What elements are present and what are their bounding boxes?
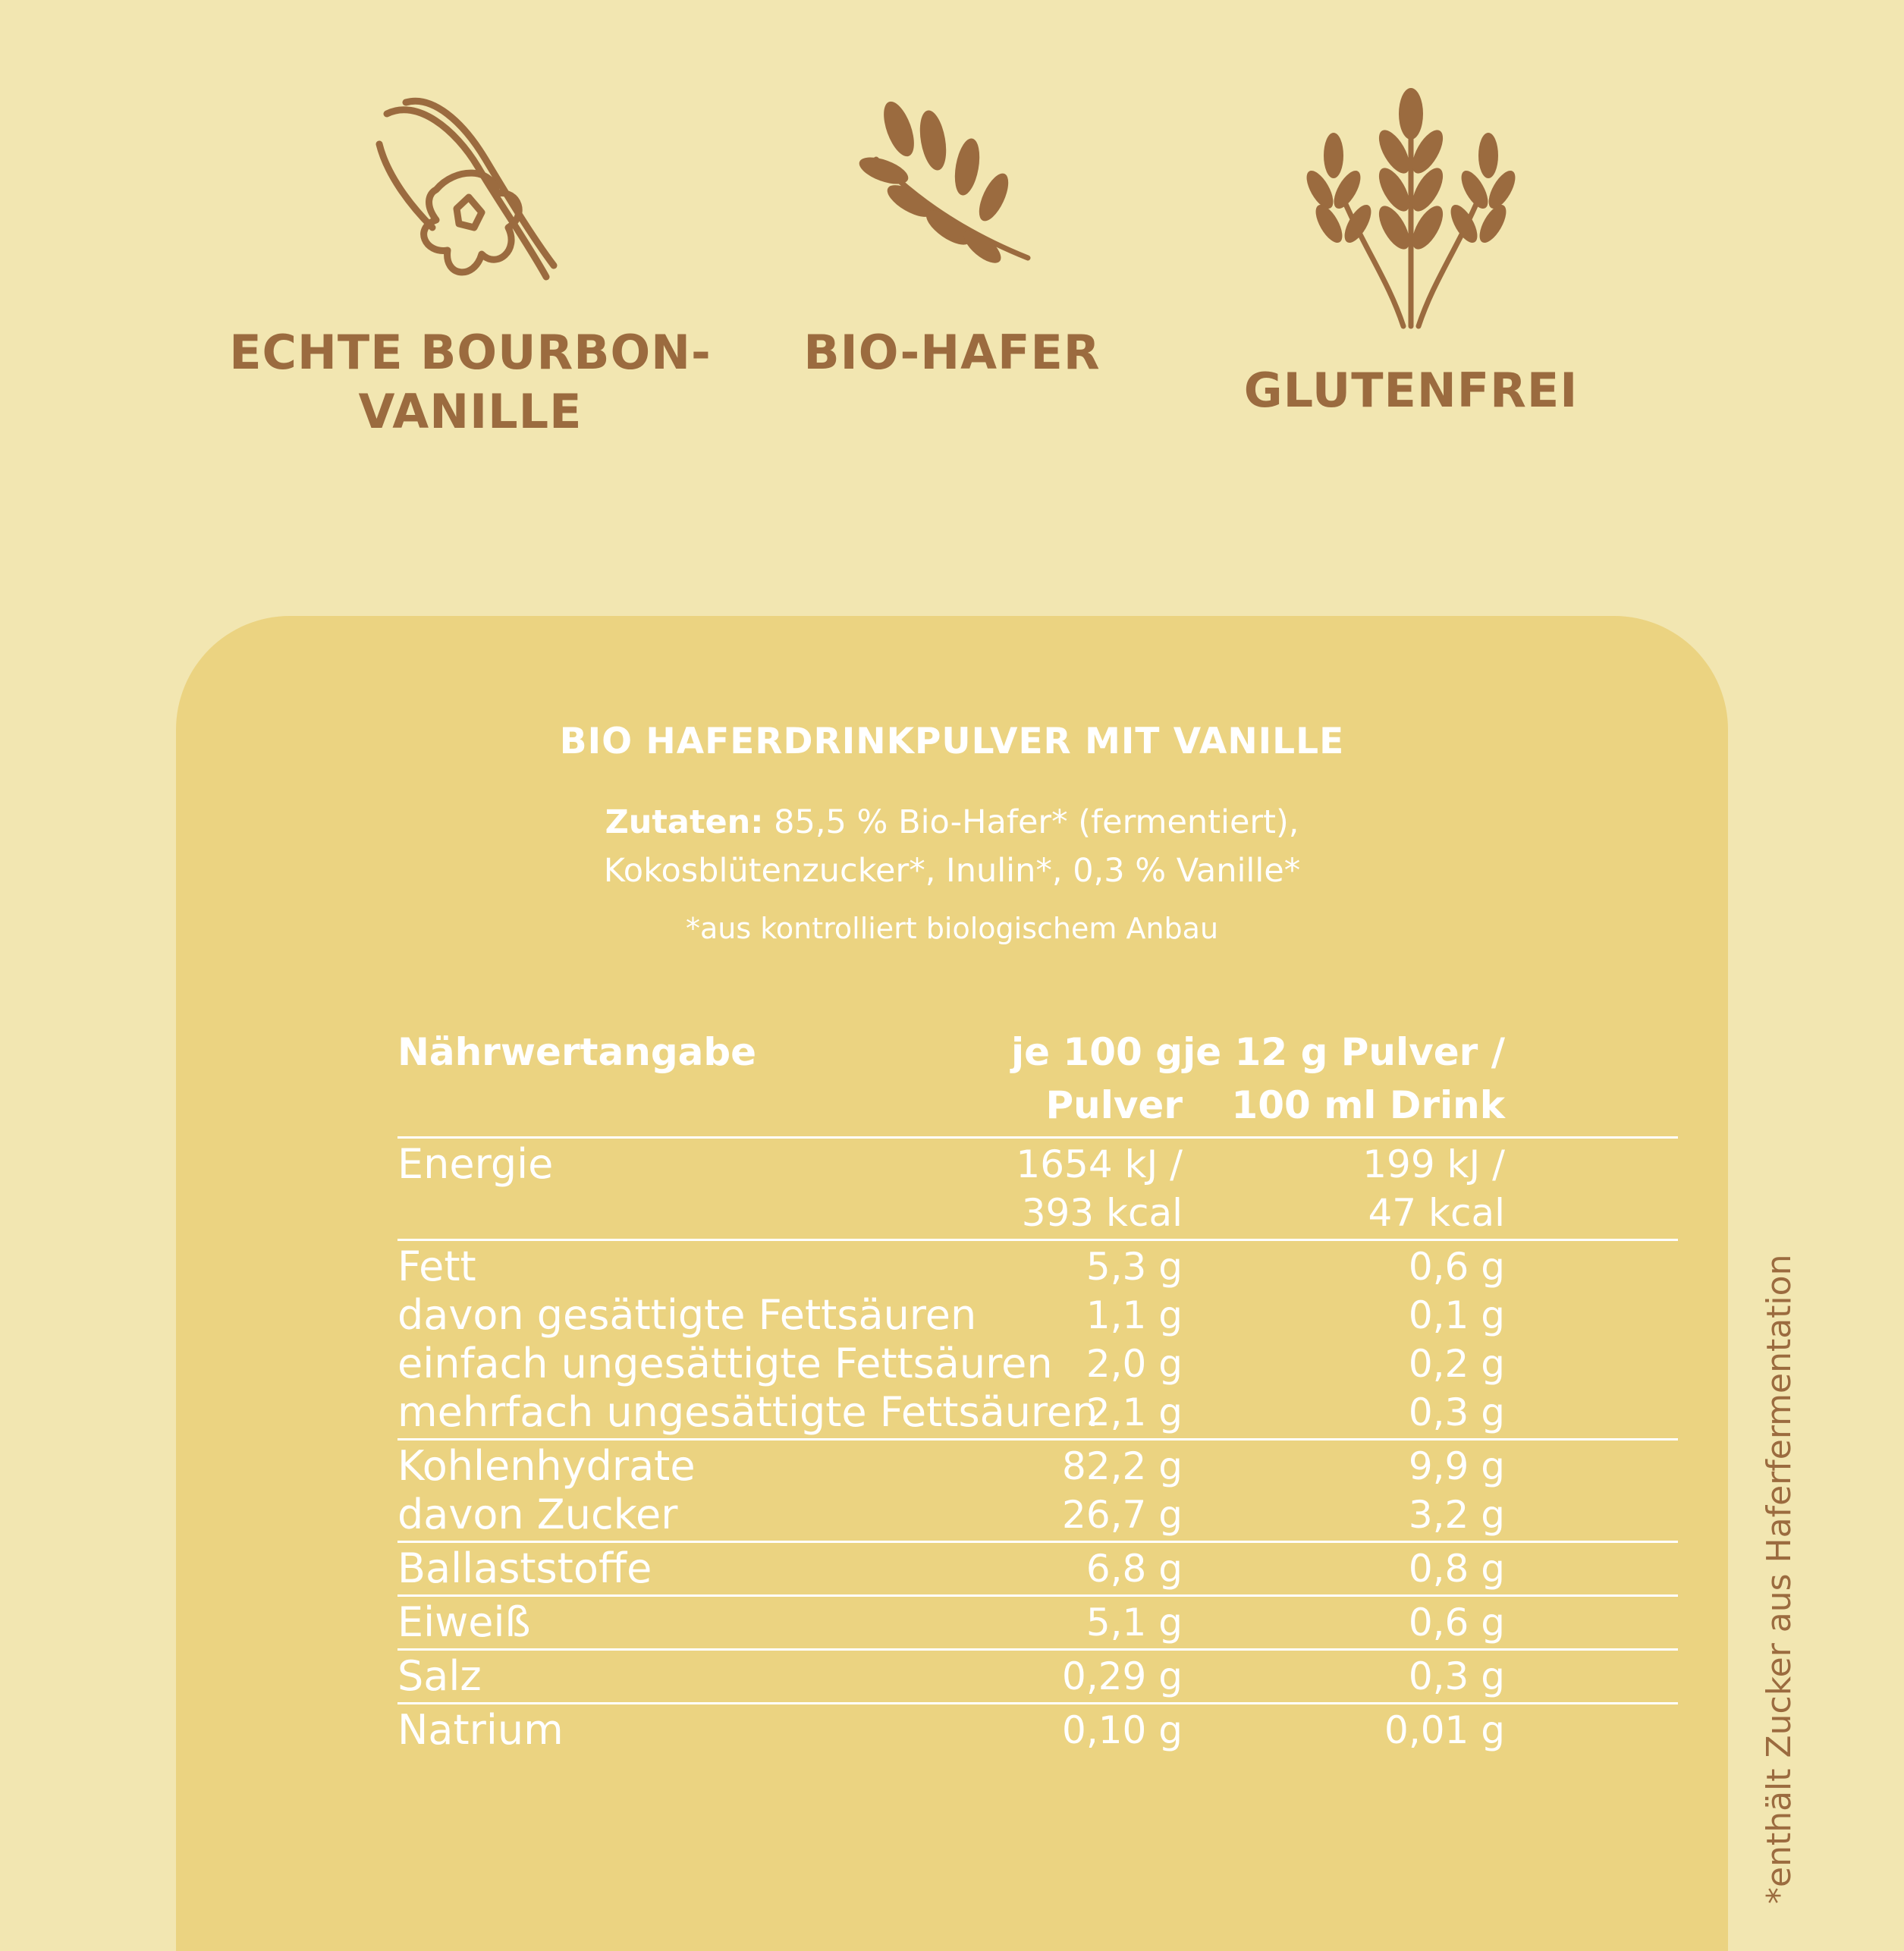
nutrition-table-body [397,1139,1678,1756]
table-row [397,1388,1678,1437]
nutrition-card [176,616,1728,1951]
value-per-100g: 82,2 g [1062,1444,1183,1488]
nutrition-table-header [397,1026,1678,1139]
nutrient-name: Kohlenhydrate [397,1442,696,1490]
table-row [397,1706,1678,1755]
table-row [397,1491,1678,1539]
product-title: BIO HAFERDRINKPULVER MIT VANILLE [559,721,1345,762]
ingredients-line: Kokosblütenzucker*, Inulin*, 0,3 % Vanille* [603,852,1301,890]
table-row [397,1189,1678,1237]
feature-label: ECHTE BOURBON- [229,325,712,380]
value-per-12g: 3,2 g [1408,1493,1505,1537]
nutrient-name: mehrfach ungesättigte Fettsäuren [397,1388,1098,1436]
nutrition-group [397,1440,1678,1543]
feature-label: BIO-HAFER [803,325,1101,380]
value-per-100g: 393 kcal [1021,1191,1183,1235]
nutrition-group [397,1241,1678,1440]
header-per-100g: je 100 g Pulver [1010,1030,1183,1127]
feature-vanilla [205,83,736,441]
nutrient-name: Salz [397,1652,482,1700]
feature-label: VANILLE [358,384,583,439]
nutrient-name: Ballaststoffe [397,1544,652,1592]
value-per-12g: 47 kcal [1368,1191,1505,1235]
nutrient-name: einfach ungesättigte Fettsäuren [397,1340,1053,1387]
value-per-12g: 0,6 g [1408,1601,1505,1645]
table-row [397,1243,1678,1291]
value-per-100g: 26,7 g [1062,1493,1183,1537]
wheat-ears-icon [1297,83,1525,334]
table-row [397,1340,1678,1388]
origin-note: *aus kontrolliert biologischem Anbau [685,912,1219,945]
header-nutrient: Nährwertangabe [397,1030,757,1074]
nutrient-name [397,1189,883,1237]
value-per-12g: 9,9 g [1408,1444,1505,1488]
table-row [397,1442,1678,1491]
value-per-12g: 0,01 g [1384,1708,1505,1752]
oat-sprig-icon [846,83,1058,296]
table-row [397,1140,1678,1189]
table-row [397,1652,1678,1701]
value-per-12g: 0,8 g [1408,1547,1505,1591]
value-per-12g: 0,1 g [1408,1293,1505,1337]
nutrition-group [397,1704,1678,1756]
value-per-100g: 1654 kJ / [1016,1142,1183,1186]
table-row [397,1291,1678,1340]
nutrition-group [397,1543,1678,1597]
nutrient-name: Natrium [397,1706,564,1754]
value-per-100g: 2,1 g [1086,1390,1183,1434]
sugar-footnote: *enthält Zucker aus Haferfermentation [1760,1254,1799,1904]
ingredients [176,798,1728,895]
feature-label: GLUTENFREI [1243,363,1579,418]
value-per-100g: 5,3 g [1086,1245,1183,1289]
header-per-12g: je 12 g Pulver / 100 ml Drink [1183,1030,1505,1127]
value-per-100g: 0,29 g [1062,1654,1183,1698]
table-row [397,1544,1678,1593]
feature-gluten-free [1145,83,1676,420]
nutrition-group [397,1139,1678,1241]
nutrient-name: Fett [397,1243,476,1290]
value-per-12g: 199 kJ / [1362,1142,1505,1186]
nutrient-name: davon Zucker [397,1491,678,1538]
value-per-12g: 0,3 g [1408,1390,1505,1434]
vanilla-flower-icon [364,83,577,296]
feature-oat [687,83,1217,382]
ingredients-line: 85,5 % Bio-Hafer* (fermentiert), [763,803,1299,841]
table-row [397,1598,1678,1647]
ingredients-label: Zutaten: [605,803,764,841]
value-per-100g: 0,10 g [1062,1708,1183,1752]
nutrient-name: davon gesättigte Fettsäuren [397,1291,977,1339]
value-per-100g: 2,0 g [1086,1342,1183,1386]
value-per-100g: 5,1 g [1086,1601,1183,1645]
nutrition-table [397,1026,1678,1756]
value-per-100g: 6,8 g [1086,1547,1183,1591]
nutrition-group [397,1651,1678,1704]
nutrient-name: Energie [397,1140,554,1188]
value-per-12g: 0,3 g [1408,1654,1505,1698]
nutrient-name: Eiweiß [397,1598,531,1646]
nutrition-group [397,1597,1678,1651]
value-per-12g: 0,2 g [1408,1342,1505,1386]
value-per-12g: 0,6 g [1408,1245,1505,1289]
value-per-100g: 1,1 g [1086,1293,1183,1337]
